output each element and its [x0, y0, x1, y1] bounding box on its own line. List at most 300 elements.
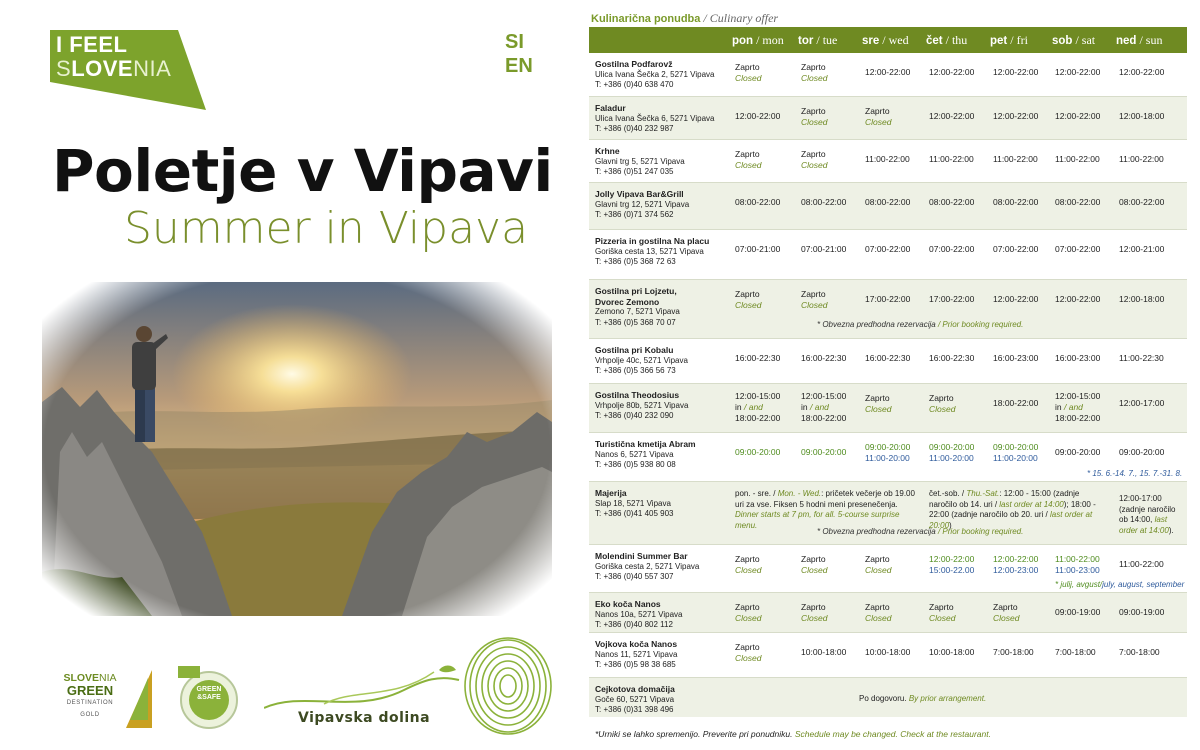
- majerija-mon-wed: [735, 489, 915, 531]
- hours-mon: [735, 353, 780, 364]
- table-row[interactable]: [589, 432, 1187, 481]
- venue-info: [589, 59, 730, 91]
- logo-line2-s: S: [56, 56, 72, 81]
- venue-info: [589, 488, 730, 520]
- closed-en: Closed: [801, 613, 828, 623]
- hours-sat: [1055, 294, 1100, 305]
- hours-second: 11:00-20:00: [929, 453, 974, 463]
- venue-name-line2: Dvorec Zemono: [595, 296, 660, 307]
- hours-main: 12:00-22:00: [993, 67, 1039, 77]
- hours-main: 08:00-22:00: [1119, 197, 1165, 207]
- hours-mon: [735, 62, 761, 84]
- hours-thu: [929, 442, 974, 464]
- venue-phone: T: +386 (0)40 232 987: [595, 124, 674, 133]
- and-label: [735, 402, 780, 413]
- header-day-si: pet: [990, 34, 1008, 47]
- closed-en: Closed: [801, 117, 828, 127]
- hours-part2: 18:00-22:00: [1055, 413, 1101, 423]
- hours-part1: 12:00-15:00: [735, 391, 781, 401]
- closed-en: Closed: [993, 613, 1020, 623]
- closed-si: Zaprto: [929, 393, 954, 403]
- venue-address: Goriška cesta 2, 5271 Vipava: [595, 561, 700, 571]
- hours-part2: 18:00-22:00: [735, 413, 781, 423]
- venue-phone: T: +386 (0)40 557 307: [595, 572, 674, 581]
- hours-tue: [801, 197, 846, 208]
- hours-thu: [929, 67, 974, 78]
- footer-si: *Urniki se lahko spremenijo. Preverite pri ponudniku.: [595, 729, 795, 739]
- hours-tue: [801, 244, 846, 255]
- vipavska-dolina-logo[interactable]: [264, 660, 464, 730]
- hours-second: 11:00-20:00: [865, 453, 910, 463]
- hours-main: 11:00-22:00: [1055, 154, 1100, 164]
- hours-main: 08:00-22:00: [865, 197, 911, 207]
- header-day-en: tue: [822, 32, 838, 47]
- header-day-en: wed: [888, 32, 909, 47]
- m2a: čet.-sob. /: [929, 489, 967, 498]
- hours-sun: [1119, 294, 1164, 305]
- partner-logos: [48, 636, 558, 736]
- hours-mon: [735, 391, 780, 424]
- hours-main: 09:00-20:00: [929, 442, 975, 452]
- hours-tue: [801, 62, 827, 84]
- hours-sat: [1055, 154, 1100, 165]
- hours-mon: [735, 197, 780, 208]
- hours-sat: [1055, 67, 1100, 78]
- hours-wed: [865, 353, 910, 364]
- venue-name: Molendini Summer Bar: [595, 551, 688, 561]
- note-en: Prior booking required.: [942, 320, 1024, 329]
- venue-address: Ulica Ivana Šečka 6, 5271 Vipava: [595, 113, 715, 123]
- hours-main: 09:00-20:00: [735, 447, 781, 457]
- table-row[interactable]: [589, 677, 1187, 717]
- header-day-fri: [990, 33, 1028, 48]
- hours-thu: [929, 294, 974, 305]
- hours-fri: [993, 602, 1019, 624]
- header-day-en: thu: [951, 32, 968, 47]
- hours-main: 17:00-22:00: [929, 294, 975, 304]
- venue-address: Glavni trg 12, 5271 Vipava: [595, 199, 690, 209]
- table-row[interactable]: [589, 544, 1187, 592]
- hours-wed: [865, 197, 910, 208]
- m1d: Dinner starts at 7 pm, for all. 5-course surprise menu.: [735, 510, 900, 530]
- and-en: and: [1068, 402, 1083, 412]
- hours-sat: [1055, 647, 1096, 658]
- logo-line2-love: LOVE: [71, 56, 134, 81]
- gs-label1: GREEN: [196, 686, 222, 693]
- m1b: Mon. - Wed.: [777, 489, 822, 498]
- venue-info: [589, 551, 730, 583]
- hours-sat: [1055, 111, 1100, 122]
- closed-en: Closed: [801, 300, 828, 310]
- and-si: in: [1055, 402, 1062, 412]
- hours-main: 09:00-20:00: [865, 442, 911, 452]
- closed-en: Closed: [735, 565, 762, 575]
- hours-main: 12:00-22:00: [1119, 67, 1165, 77]
- hours-wed: [865, 106, 891, 128]
- header-day-sat: [1052, 33, 1095, 48]
- header-day-si: tor: [798, 34, 814, 47]
- hours-second: 12:00-23:00: [993, 565, 1039, 575]
- hours-main: 10:00-18:00: [929, 647, 975, 657]
- hours-mon: [735, 149, 761, 171]
- hours-fri: [993, 442, 1038, 464]
- green-destination-text: [50, 672, 130, 721]
- hiker-sunset-photo: [42, 282, 552, 616]
- hours-mon: [735, 111, 780, 122]
- hours-sun: [1119, 398, 1164, 409]
- caption-separator: /: [700, 11, 710, 25]
- gd-line1b: NIA: [99, 672, 117, 684]
- hours-main: 08:00-22:00: [993, 197, 1039, 207]
- hours-wed: [865, 442, 910, 464]
- booking-note: [817, 320, 1023, 330]
- hours-main: 08:00-22:00: [1055, 197, 1101, 207]
- majerija-thu-sat: [929, 489, 1105, 531]
- table-body: [589, 53, 1187, 717]
- header-day-en: sat: [1081, 32, 1096, 47]
- venue-address: Vrhpolje 80b, 5271 Vipava: [595, 400, 689, 410]
- table-row[interactable]: [589, 279, 1187, 338]
- hours-main: 10:00-18:00: [865, 647, 911, 657]
- gd-line4: GOLD: [80, 712, 100, 718]
- header-day-sep: /: [1136, 32, 1146, 47]
- hours-main: 12:00-21:00: [1119, 244, 1165, 254]
- venue-name: Eko koča Nanos: [595, 599, 661, 609]
- table-row[interactable]: [589, 182, 1187, 229]
- closed-si: Zaprto: [735, 602, 760, 612]
- season-b: july, august: [1102, 580, 1143, 589]
- closed-si: Zaprto: [735, 554, 760, 564]
- m1a: pon. - sre. /: [735, 489, 778, 498]
- caption-si: Kulinarična ponudba: [591, 13, 701, 25]
- footer-en: Schedule may be changed. Check at the restaurant.: [794, 729, 991, 739]
- lang-en-link[interactable]: EN: [505, 55, 533, 77]
- hours-main: 12:00-22:00: [929, 67, 975, 77]
- hours-main: 07:00-22:00: [929, 244, 975, 254]
- gd-line2: GREEN: [66, 683, 114, 698]
- season-a: * 15. 6.-14. 7.: [1087, 469, 1136, 478]
- hours-main: 12:00-18:00: [1119, 294, 1165, 304]
- closed-en: Closed: [865, 404, 892, 414]
- header-day-sep: /: [753, 32, 763, 47]
- hours-wed: [865, 647, 910, 658]
- venue-name: Pizzeria in gostilna Na placu: [595, 236, 710, 246]
- hours-tue: [801, 554, 827, 576]
- season-b: 15. 7.-31. 8.: [1139, 469, 1183, 478]
- header-day-si: ned: [1116, 34, 1137, 47]
- hours-wed: [865, 393, 891, 415]
- table-row[interactable]: [589, 481, 1187, 544]
- closed-en: Closed: [929, 613, 956, 623]
- closed-si: Zaprto: [735, 62, 760, 72]
- closed-si: Zaprto: [865, 393, 890, 403]
- closed-si: Zaprto: [865, 602, 890, 612]
- by-arrangement: [859, 694, 986, 705]
- page-title-en: Summer in Vipava: [124, 203, 529, 254]
- venue-info: [589, 189, 730, 221]
- hours-sun: [1119, 647, 1160, 658]
- header-day-sep: /: [1072, 32, 1082, 47]
- closed-si: Zaprto: [801, 554, 826, 564]
- venue-name: Gostilna Podfarovž: [595, 59, 673, 69]
- header-day-sep: /: [879, 32, 889, 47]
- hours-fri: [993, 353, 1038, 364]
- venue-info: [589, 286, 730, 328]
- hours-main: 16:00-22:30: [865, 353, 911, 363]
- hours-second: 15:00-22.00: [929, 565, 975, 575]
- hours-main: 12:00-22:00: [929, 554, 975, 564]
- table-row[interactable]: [589, 338, 1187, 383]
- hours-fri: [993, 294, 1038, 305]
- table-row[interactable]: [589, 383, 1187, 432]
- closed-si: Zaprto: [929, 602, 954, 612]
- venue-address: Glavni trg 5, 5271 Vipava: [595, 156, 685, 166]
- venue-info: [589, 639, 730, 671]
- arrangement-si: Po dogovoru.: [859, 694, 909, 703]
- venue-phone: T: +386 (0)41 405 903: [595, 509, 674, 518]
- lang-si-link[interactable]: SI: [505, 31, 524, 53]
- hours-fri: [993, 111, 1038, 122]
- venue-info: [589, 345, 730, 377]
- closed-en: Closed: [929, 404, 956, 414]
- venue-info: [589, 684, 730, 716]
- header-day-sep: /: [942, 32, 952, 47]
- hours-thu: [929, 554, 974, 576]
- venue-address: Slap 18, 5271 Vipava: [595, 498, 671, 508]
- hours-main: 09:00-20:00: [993, 442, 1039, 452]
- closed-en: Closed: [801, 160, 828, 170]
- hours-part1: 12:00-15:00: [1055, 391, 1101, 401]
- hours-sat: [1055, 197, 1100, 208]
- hours-main: 10:00-18:00: [801, 647, 847, 657]
- hours-thu: [929, 154, 974, 165]
- venue-name: Cejkotova domačija: [595, 684, 675, 694]
- hours-main: 12:00-22:00: [735, 111, 781, 121]
- hours-tue: [801, 602, 827, 624]
- and-si: in: [735, 402, 742, 412]
- venue-name: Faladur: [595, 103, 626, 113]
- closed-en: Closed: [735, 300, 762, 310]
- closed-si: Zaprto: [865, 554, 890, 564]
- header-day-tue: [798, 33, 837, 48]
- hours-mon: [735, 602, 761, 624]
- table-row[interactable]: [589, 96, 1187, 139]
- closed-si: Zaprto: [801, 149, 826, 159]
- vipavska-dolina-text: Vipavska dolina: [298, 710, 431, 726]
- header-day-mon: [732, 33, 784, 48]
- majerija-sun: [1119, 494, 1185, 536]
- venue-address: Zemono 7, 5271 Vipava: [595, 307, 680, 316]
- hours-wed: [865, 67, 910, 78]
- venue-info: [589, 103, 730, 135]
- venue-name: Gostilna Theodosius: [595, 390, 680, 400]
- hours-sun: [1119, 244, 1164, 255]
- hours-fri: [993, 647, 1034, 658]
- table-row[interactable]: [589, 592, 1187, 632]
- m2c: : 12:00 - 15:00 (zadnje naročilo ob 14. uri /: [929, 489, 1080, 509]
- hours-sun: [1119, 67, 1164, 78]
- hours-sat: [1055, 391, 1100, 424]
- and-sep: /: [1061, 402, 1069, 412]
- closed-en: Closed: [735, 160, 762, 170]
- venue-address: Vrhpolje 40c, 5271 Vipava: [595, 355, 688, 365]
- and-sep: /: [807, 402, 815, 412]
- venue-name: Gostilna pri Lojzetu,: [595, 286, 677, 296]
- fingerprint-icon: [463, 636, 553, 736]
- green-safe-badge[interactable]: [178, 666, 240, 730]
- header-day-si: čet: [926, 34, 943, 47]
- hours-tue: [801, 106, 827, 128]
- hours-main: 11:00-22:30: [1119, 353, 1164, 363]
- hours-mon: [735, 289, 761, 311]
- m2f: last order at 20:00: [929, 510, 1093, 530]
- language-switch: [505, 30, 533, 78]
- m2e: ); 18:00 - 22:00 (zadnje naročilo ob 20. uri /: [929, 499, 1096, 519]
- hours-main: 16:00-23:00: [993, 353, 1039, 363]
- venue-name: Krhne: [595, 146, 620, 156]
- and-label: [1055, 402, 1100, 413]
- header-day-en: sun: [1145, 32, 1163, 47]
- venue-phone: T: +386 (0)40 638 470: [595, 80, 674, 89]
- hours-thu: [929, 353, 974, 364]
- venue-name: Vojkova koča Nanos: [595, 639, 678, 649]
- hours-wed: [865, 244, 910, 255]
- hours-main: 7:00-18:00: [1119, 647, 1160, 657]
- venue-name: Majerija: [595, 488, 627, 498]
- hours-second: 11:00-23:00: [1055, 565, 1100, 575]
- hours-main: 18:00-22:00: [993, 398, 1039, 408]
- hours-main: 12:00-22:00: [929, 111, 975, 121]
- hours-wed: [865, 154, 910, 165]
- header-day-wed: [862, 33, 909, 48]
- and-sep: /: [741, 402, 749, 412]
- closed-en: Closed: [865, 565, 892, 575]
- hours-sat: [1055, 554, 1100, 576]
- hours-main: 12:00-22:00: [993, 294, 1039, 304]
- venue-info: [589, 390, 730, 422]
- hours-sat: [1055, 353, 1100, 364]
- hours-main: 07:00-22:00: [993, 244, 1039, 254]
- hours-main: 17:00-22:00: [865, 294, 911, 304]
- table-row[interactable]: [589, 53, 1187, 96]
- hours-sat: [1055, 447, 1100, 458]
- venue-address: Ulica Ivana Šečka 2, 5271 Vipava: [595, 69, 715, 79]
- hours-fri: [993, 244, 1038, 255]
- season-sep: ,: [1135, 469, 1140, 478]
- hours-sun: [1119, 111, 1164, 122]
- i-feel-slovenia-logo[interactable]: [50, 30, 206, 110]
- venue-phone: T: +386 (0)40 802 112: [595, 620, 673, 629]
- closed-en: Closed: [801, 73, 828, 83]
- closed-en: Closed: [865, 613, 892, 623]
- hours-thu: [929, 244, 974, 255]
- hours-main: 11:00-22:00: [865, 154, 910, 164]
- closed-si: Zaprto: [801, 106, 826, 116]
- note-sep: /: [935, 320, 943, 329]
- venue-phone: T: +386 (0)51 247 035: [595, 167, 674, 176]
- closed-si: Zaprto: [735, 289, 760, 299]
- header-day-sep: /: [813, 32, 823, 47]
- venue-name: Gostilna pri Kobalu: [595, 345, 674, 355]
- hours-sun: [1119, 154, 1164, 165]
- m3c: ).: [1168, 525, 1174, 535]
- hours-main: 12:00-22:00: [1055, 111, 1101, 121]
- hours-main: 08:00-22:00: [929, 197, 975, 207]
- hours-thu: [929, 111, 974, 122]
- venue-phone: T: +386 (0)5 938 80 08: [595, 460, 676, 469]
- hours-main: 08:00-22:00: [801, 197, 847, 207]
- hours-part2: 18:00-22:00: [801, 413, 847, 423]
- closed-si: Zaprto: [801, 62, 826, 72]
- closed-si: Zaprto: [993, 602, 1018, 612]
- hours-tue: [801, 353, 846, 364]
- hours-main: 12:00-22:00: [1055, 294, 1101, 304]
- hours-fri: [993, 197, 1038, 208]
- hours-sat: [1055, 244, 1100, 255]
- culinary-table: [589, 27, 1187, 717]
- logo-line1: I FEEL: [56, 32, 128, 57]
- table-row[interactable]: [589, 229, 1187, 279]
- hours-thu: [929, 647, 974, 658]
- venue-address: Nanos 6, 5271 Vipava: [595, 449, 674, 459]
- and-en: and: [748, 402, 763, 412]
- hours-fri: [993, 154, 1038, 165]
- hours-main: 12:00-17:00: [1119, 398, 1165, 408]
- hours-main: 16:00-23:00: [1055, 353, 1101, 363]
- hours-sun: [1119, 607, 1164, 618]
- table-row[interactable]: [589, 139, 1187, 182]
- hours-wed: [865, 294, 910, 305]
- m3a: 12:00-17:00 (zadnje naročilo ob 14:00,: [1119, 494, 1176, 524]
- table-row[interactable]: [589, 632, 1187, 677]
- hours-main: 12:00-22:00: [1055, 67, 1101, 77]
- venue-name: Turistična kmetija Abram: [595, 439, 696, 449]
- table-header-row: [589, 27, 1187, 53]
- venue-phone: T: +386 (0)40 232 090: [595, 411, 674, 420]
- venue-phone: T: +386 (0)71 374 562: [595, 210, 674, 219]
- note-si: * Obvezna predhodna rezervacija: [817, 527, 936, 536]
- hours-main: 07:00-21:00: [735, 244, 781, 254]
- hours-main: 12:00-22:00: [865, 67, 911, 77]
- slovenia-green-destination-logo[interactable]: [50, 670, 150, 730]
- closed-si: Zaprto: [865, 106, 890, 116]
- note-si: * Obvezna predhodna rezervacija: [817, 320, 936, 329]
- venue-address: Goče 60, 5271 Vipava: [595, 694, 675, 704]
- m1c: : pričetek večerje ob 19.00 uri za vse. Fiksen 5 hodni meni presenečenja.: [735, 489, 915, 509]
- hours-main: 08:00-22:00: [735, 197, 781, 207]
- hours-main: 07:00-21:00: [801, 244, 847, 254]
- logo-text: [56, 33, 171, 81]
- note-en: Prior booking required.: [942, 527, 1024, 536]
- header-day-sep: /: [1007, 32, 1017, 47]
- and-en: and: [814, 402, 829, 412]
- m3b: last order at 14:00: [1119, 515, 1169, 535]
- logo-line2: [56, 57, 171, 81]
- hours-tue: [801, 149, 827, 171]
- closed-si: Zaprto: [801, 289, 826, 299]
- venue-info: [589, 146, 730, 178]
- hours-thu: [929, 197, 974, 208]
- hours-main: 16:00-22:30: [801, 353, 847, 363]
- hours-main: 7:00-18:00: [1055, 647, 1096, 657]
- hours-main: 11:00-22:00: [1119, 154, 1164, 164]
- header-day-si: sob: [1052, 34, 1073, 47]
- hours-wed: [865, 602, 891, 624]
- footer-note: [595, 729, 991, 740]
- closed-en: Closed: [801, 565, 828, 575]
- closed-en: Closed: [735, 653, 762, 663]
- hours-fri: [993, 398, 1038, 409]
